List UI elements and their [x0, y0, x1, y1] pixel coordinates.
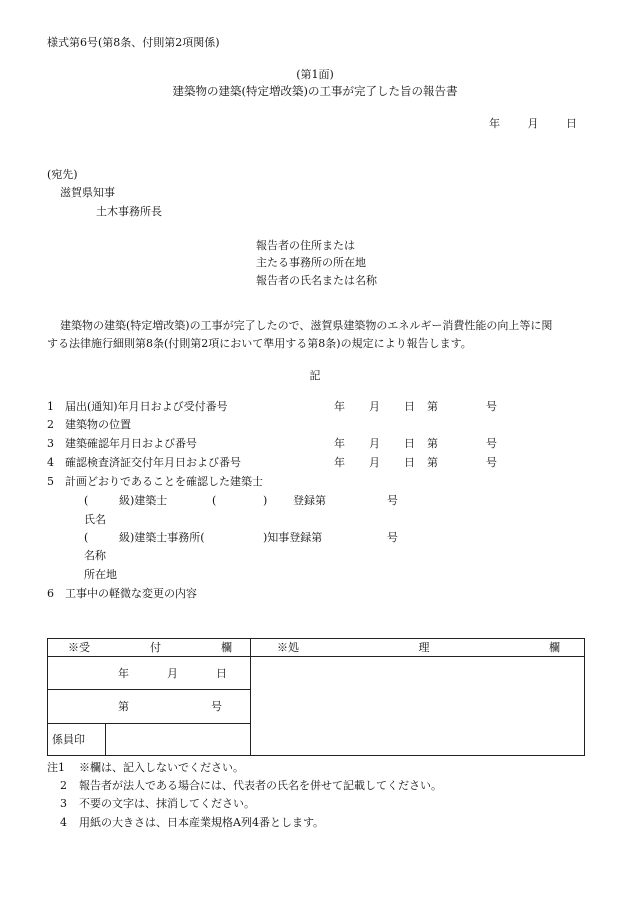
dai-label: 第: [427, 456, 438, 469]
clerk-seal-cell: [106, 724, 251, 756]
item-6-label: 工事中の軽微な変更の内容: [65, 587, 197, 600]
year-label: 年: [334, 456, 345, 469]
item-3-date-number: [334, 438, 497, 449]
day-label: 日: [404, 456, 415, 469]
note-2-number: 2: [60, 779, 67, 792]
form-number: 様式第6号(第8条、付則第2項関係): [47, 36, 220, 49]
receipt-header: [48, 639, 251, 657]
processing-header-3: 欄: [549, 641, 560, 654]
date-line: [489, 118, 577, 129]
processing-header-1: ※処: [277, 641, 299, 654]
ki-heading: 記: [309, 369, 321, 382]
architect-paren-open: (: [84, 494, 89, 507]
page-title: 建築物の建築(特定増改築)の工事が完了した旨の報告書: [172, 84, 458, 98]
office-name-label: 名称: [84, 549, 106, 562]
page-label: (第1面): [296, 68, 334, 81]
item-4-date-number: [334, 457, 497, 468]
item-1-label: 届出(通知)年月日および受付番号: [65, 400, 228, 413]
reporter-office-label: 主たる事務所の所在地: [256, 256, 366, 269]
note-3-text: 不要の文字は、抹消してください。: [79, 797, 255, 810]
body-line-2: する法律施行細則第8条(付則第2項において準用する第8条)の規定により報告します。: [47, 337, 472, 350]
receipt-go: 号: [211, 700, 222, 713]
item-5-label: 計画どおりであることを確認した建築士: [65, 475, 263, 488]
receipt-dai: 第: [118, 700, 129, 713]
receipt-header-1: ※受: [68, 641, 90, 654]
item-5-number: 5: [47, 475, 54, 488]
office-grade-label: 級)建築士事務所(: [119, 531, 205, 544]
architect-paren-open-2: (: [212, 494, 217, 507]
reporter-address-label: 報告者の住所または: [256, 239, 355, 252]
note-4-number: 4: [60, 816, 67, 829]
month-label: 月: [369, 456, 380, 469]
go-label: 号: [486, 400, 497, 413]
body-line-1: 建築物の建築(特定増改築)の工事が完了したので、滋賀県建築物のエネルギー消費性能の向上等に関: [60, 319, 553, 332]
day-label: 日: [404, 400, 415, 413]
architect-name-label: 氏名: [84, 513, 106, 526]
architect-paren-close-2: ): [263, 494, 268, 507]
dai-label: 第: [427, 400, 438, 413]
addressee-governor: 滋賀県知事: [60, 186, 115, 199]
addressee-office: 土木事務所長: [96, 205, 162, 218]
date-year: 年: [489, 117, 500, 130]
receipt-header-3: 欄: [221, 641, 232, 654]
receipt-month: 月: [167, 666, 178, 680]
item-2-number: 2: [47, 418, 54, 431]
item-1-date-number: [334, 401, 497, 412]
addressee-prefix: (宛先): [47, 168, 78, 181]
receipt-day: 日: [216, 666, 227, 680]
year-label: 年: [334, 400, 345, 413]
item-1-number: 1: [47, 400, 54, 413]
receipt-table: [47, 638, 585, 756]
item-4-number: 4: [47, 456, 54, 469]
processing-cell: [251, 657, 585, 756]
month-label: 月: [369, 437, 380, 450]
date-month: 月: [527, 117, 539, 130]
clerk-seal-label-cell: [48, 724, 106, 756]
dai-label: 第: [427, 437, 438, 450]
item-3-label: 建築確認年月日および番号: [65, 437, 197, 450]
architect-registration-label: 登録第: [293, 494, 326, 507]
office-go-label: 号: [387, 531, 398, 544]
month-label: 月: [369, 400, 380, 413]
note-2-text: 報告者が法人である場合には、代表者の氏名を併せて記載してください。: [79, 779, 442, 792]
office-paren-open: (: [84, 531, 89, 544]
item-4-label: 確認検査済証交付年月日および番号: [65, 456, 241, 469]
processing-header-2: 理: [418, 641, 430, 654]
item-2-label: 建築物の位置: [65, 418, 131, 431]
go-label: 号: [486, 437, 497, 450]
processing-header: [251, 639, 585, 657]
note-4-text: 用紙の大きさは、日本産業規格A列4番とします。: [79, 816, 325, 829]
receipt-date-cell: [48, 657, 251, 690]
item-3-number: 3: [47, 437, 54, 450]
note-1-text: ※欄は、記入しないでください。: [79, 761, 244, 774]
note-3-number: 3: [60, 797, 67, 810]
architect-grade-label: 級)建築士: [119, 494, 168, 507]
receipt-header-2: 付: [150, 641, 161, 654]
architect-go-label: 号: [387, 494, 398, 507]
day-label: 日: [404, 437, 415, 450]
note-1-number: 注1: [47, 761, 65, 774]
date-day: 日: [566, 117, 577, 130]
reporter-name-label: 報告者の氏名または名称: [256, 274, 377, 287]
clerk-seal-label: 係員印: [52, 733, 85, 746]
receipt-number-cell: [48, 690, 251, 724]
year-label: 年: [334, 437, 345, 450]
go-label: 号: [486, 456, 497, 469]
item-6-number: 6: [47, 587, 54, 600]
office-location-label: 所在地: [84, 568, 117, 581]
office-governor-registration-label: )知事登録第: [263, 531, 323, 544]
receipt-year: 年: [118, 666, 129, 680]
